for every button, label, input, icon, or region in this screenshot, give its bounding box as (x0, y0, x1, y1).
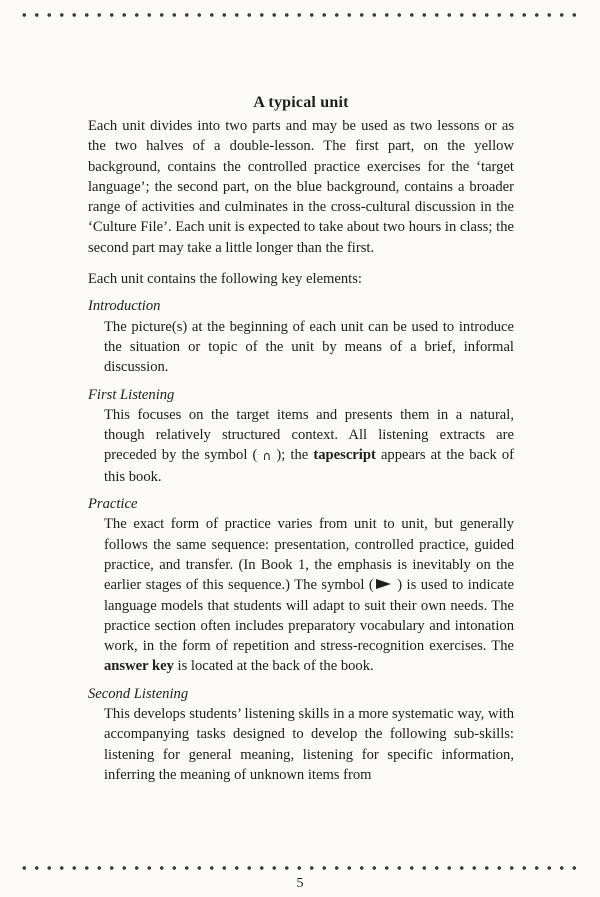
page-content (88, 92, 514, 785)
page-title: A typical unit (253, 94, 349, 111)
bold-term: tapescript (313, 447, 376, 464)
body-text: ) is used to indicate language models that students will adapt to suit their own needs. The practice section often includes preparatory vocabulary and intonation work, in the form of repetition and stress-recognition exercises. The (104, 577, 514, 655)
top-dotted-rule (18, 12, 582, 18)
section-heading: Second Listening (88, 685, 189, 702)
section-heading: Introduction (88, 298, 161, 315)
section-introduction (88, 296, 514, 377)
section-body (88, 405, 514, 487)
section-heading: First Listening (88, 386, 175, 403)
section-heading: Practice (88, 496, 138, 513)
body-text: This focuses on the target items and presents them in a natural, though relatively structured context. All listening extracts are preceded by the symbol ( (104, 406, 514, 464)
body-text: is located at the back of the book. (177, 658, 374, 675)
intro-paragraph: Each unit divides into two parts and may be used as two lessons or as the two halves of a double-lesson. The first part, on the yellow background, contains the controlled practice exercises for the ‘target language’; the second part, on the blue background, contains a broader range of activities and culminates in the cross-cultural discussion in the ‘Culture File’. Each unit is expected to take about two hours in class; the second part may take a little longer than the first. (88, 118, 514, 256)
arrow-right-icon (376, 579, 391, 589)
elements-intro: Each unit contains the following key elements: (88, 271, 362, 288)
body-text: ); the (276, 447, 309, 464)
section-body (88, 514, 514, 676)
section-second-listening (88, 684, 514, 785)
section-practice (88, 494, 514, 677)
bottom-dotted-rule (18, 865, 582, 871)
page-number: 5 (296, 876, 304, 891)
headphones-icon: ∩ (262, 449, 272, 464)
bold-term: answer key (104, 658, 174, 675)
section-body: This develops students’ listening skills in a more systematic way, with accompanying tasks designed to develop the following sub-skills: listening for general meaning, listening for specific information, inferring the meaning of unknown items from (104, 706, 514, 783)
body-text: The exact form of practice varies from unit to unit, but generally follows the same sequence: presentation, controlled practice, guided practice, and transfer. (In Book 1, the emphasis is inevitably on the earlier stages of this sequence.) The symbol ( (104, 516, 514, 594)
body-text: appears at the back of this book. (104, 447, 515, 485)
section-body: The picture(s) at the beginning of each unit can be used to introduce the situation or topic of the unit by means of a brief, informal discussion. (104, 318, 514, 376)
section-first-listening (88, 385, 514, 487)
